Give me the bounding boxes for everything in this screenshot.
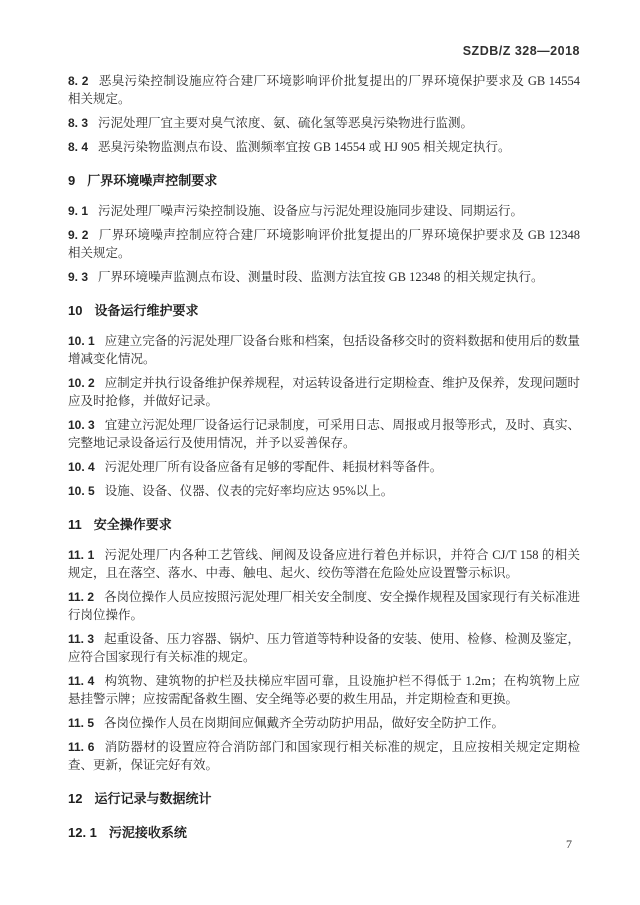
clause-10-1 <box>68 332 580 368</box>
clause-number: 11. 3 <box>68 632 95 646</box>
clause-9-2 <box>68 226 580 262</box>
clause-11-5 <box>68 714 580 732</box>
clause-number: 8. 2 <box>68 74 89 88</box>
section-heading-10 <box>68 302 580 320</box>
clause-text: 各岗位操作人员在岗期间应佩戴齐全劳动防护用品，做好安全防护工作。 <box>104 716 505 730</box>
clause-8-4 <box>68 138 580 156</box>
clause-number: 9. 2 <box>68 228 89 242</box>
clause-text: 恶臭污染物监测点布设、监测频率宜按 GB 14554 或 HJ 905 相关规定执行。 <box>98 140 511 154</box>
subsection-number: 12. 1 <box>68 825 97 840</box>
clause-10-3 <box>68 416 580 452</box>
clause-number: 11. 1 <box>68 548 95 562</box>
clause-10-4 <box>68 458 580 476</box>
clause-number: 8. 4 <box>68 140 89 154</box>
clause-number: 10. 3 <box>68 418 95 432</box>
page-number: 7 <box>566 837 572 851</box>
subsection-title: 污泥接收系统 <box>108 825 187 840</box>
clause-text: 构筑物、建筑物的护栏及扶梯应牢固可靠，且设施护栏不得低于 1.2m；在构筑物上应悬挂警示牌；应按需配备救生圈、安全绳等必要的救生用品，并定期检查和更换。 <box>68 674 581 706</box>
section-number: 11 <box>68 517 82 532</box>
section-heading-12 <box>68 790 580 808</box>
clause-number: 8. 3 <box>68 116 89 130</box>
section-heading-11 <box>68 516 580 534</box>
clause-text: 污泥处理厂宜主要对臭气浓度、氨、硫化氢等恶臭污染物进行监测。 <box>98 116 474 130</box>
section-number: 12 <box>68 791 83 806</box>
section-title: 安全操作要求 <box>93 517 172 532</box>
clause-11-6 <box>68 738 580 774</box>
clause-text: 应建立完备的污泥处理厂设备台账和档案，包括设备移交时的资料数据和使用后的数量增减变化情况。 <box>68 334 580 366</box>
clause-number: 10. 4 <box>68 460 95 474</box>
clause-11-1 <box>68 546 580 582</box>
clause-number: 10. 1 <box>68 334 95 348</box>
clause-number: 9. 1 <box>68 204 89 218</box>
section-title: 厂界环境噪声控制要求 <box>87 173 218 188</box>
clause-number: 11. 4 <box>68 674 95 688</box>
section-title: 设备运行维护要求 <box>94 303 199 318</box>
clause-number: 11. 2 <box>68 590 95 604</box>
clause-text: 设施、设备、仪器、仪表的完好率均应达 95%以上。 <box>104 484 394 498</box>
clause-9-3 <box>68 268 580 286</box>
clause-number: 10. 2 <box>68 376 95 390</box>
clause-text: 污泥处理厂内各种工艺管线、闸阀及设备应进行着色并标识，并符合 CJ/T 158 的相关规定，且在落空、落水、中毒、触电、起火、绞伤等潜在危险处应设置警示标识。 <box>68 548 581 580</box>
clause-text: 厂界环境噪声监测点布设、测量时段、监测方法宜按 GB 12348 的相关规定执行。 <box>98 270 544 284</box>
clause-9-1 <box>68 202 580 220</box>
clause-number: 10. 5 <box>68 484 95 498</box>
clause-text: 宜建立污泥处理厂设备运行记录制度，可采用日志、周报或月报等形式，及时、真实、完整地记录设备运行及使用情况，并予以妥善保存。 <box>68 418 580 450</box>
section-number: 9 <box>68 173 76 188</box>
clause-text: 应制定并执行设备维护保养规程，对运转设备进行定期检查、维护及保养，发现问题时应及时抢修，并做好记录。 <box>68 376 580 408</box>
clause-10-2 <box>68 374 580 410</box>
clause-text: 起重设备、压力容器、锅炉、压力管道等特种设备的安装、使用、检修、检测及鉴定，应符合国家现行有关标准的规定。 <box>68 632 580 664</box>
clause-11-2 <box>68 588 580 624</box>
clause-text: 消防器材的设置应符合消防部门和国家现行相关标准的规定，且应按相关规定定期检查、更新，保证完好有效。 <box>68 740 580 772</box>
clause-11-4 <box>68 672 580 708</box>
clause-10-5 <box>68 482 580 500</box>
clause-number: 9. 3 <box>68 270 89 284</box>
clause-number: 11. 5 <box>68 716 95 730</box>
clause-text: 污泥处理厂所有设备应备有足够的零配件、耗损材料等备件。 <box>104 460 443 474</box>
clause-8-3 <box>68 114 580 132</box>
section-number: 10 <box>68 303 83 318</box>
clause-11-3 <box>68 630 580 666</box>
subsection-heading-12-1 <box>68 824 580 842</box>
document-body <box>68 72 580 854</box>
clause-text: 厂界环境噪声控制应符合建厂环境影响评价批复提出的厂界环境保护要求及 GB 12348 相关规定。 <box>68 228 581 260</box>
clause-text: 各岗位操作人员应按照污泥处理厂相关安全制度、安全操作规程及国家现行有关标准进行岗位操作。 <box>68 590 580 622</box>
section-title: 运行记录与数据统计 <box>94 791 212 806</box>
clause-text: 污泥处理厂噪声污染控制设施、设备应与污泥处理设施同步建设、同期运行。 <box>98 204 524 218</box>
clause-8-2 <box>68 72 580 108</box>
clause-text: 恶臭污染控制设施应符合建厂环境影响评价批复提出的厂界环境保护要求及 GB 14554 相关规定。 <box>68 74 581 106</box>
section-heading-9 <box>68 172 580 190</box>
clause-number: 11. 6 <box>68 740 95 754</box>
doc-number: SZDB/Z 328—2018 <box>462 44 580 58</box>
